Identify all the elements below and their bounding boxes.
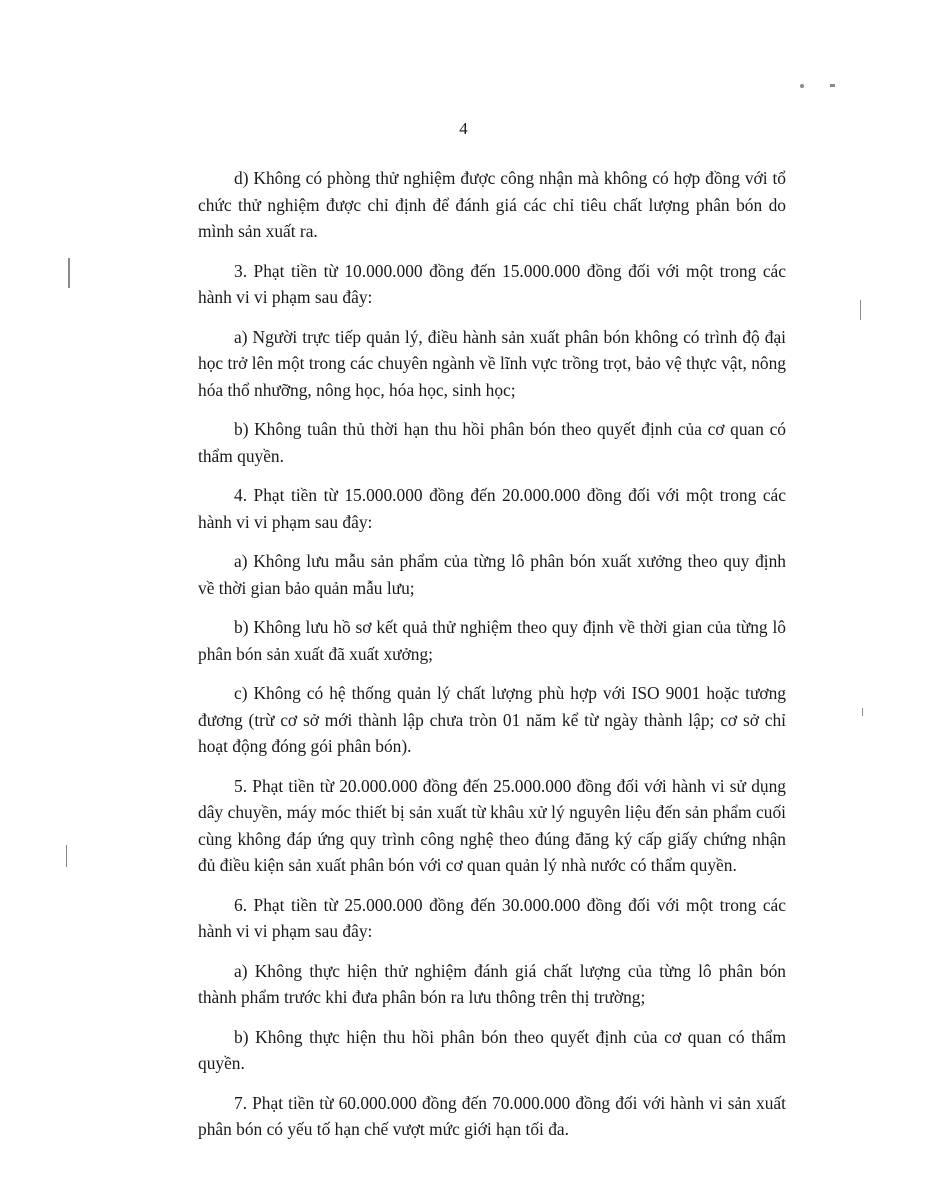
scan-speck [68, 258, 70, 288]
scan-speck [830, 84, 835, 87]
paragraph-clause-4a: a) Không lưu mẫu sản phẩm của từng lô phân bón xuất xưởng theo quy định về thời gian bảo quản mẫu lưu; [198, 551, 786, 598]
scan-speck [66, 845, 67, 867]
scan-speck [800, 84, 804, 88]
paragraph-clause-6b: b) Không thực hiện thu hồi phân bón theo quyết định của cơ quan có thẩm quyền. [198, 1026, 786, 1073]
paragraph-clause-5: 5. Phạt tiền từ 20.000.000 đồng đến 25.000.000 đồng đối với hành vi sử dụng dây chuyền, máy móc thiết bị sản xuất từ khâu xử lý nguyên liệu đến sản phẩm cuối cùng không đáp ứng quy trình công nghệ theo đúng đăng ký cấp giấy chứng nhận đủ điều kiện sản xuất phân bón với cơ quan quản lý nhà nước có thẩm quyền. [198, 775, 786, 875]
paragraph-clause-3b: b) Không tuân thủ thời hạn thu hồi phân bón theo quyết định của cơ quan có thẩm quyền. [198, 419, 786, 466]
scan-speck [860, 300, 861, 320]
paragraph-clause-3: 3. Phạt tiền từ 10.000.000 đồng đến 15.000.000 đồng đối với một trong các hành vi vi phạm sau đây: [198, 260, 786, 307]
paragraph-clause-6: 6. Phạt tiền từ 25.000.000 đồng đến 30.000.000 đồng đối với một trong các hành vi vi phạm sau đây: [198, 894, 786, 941]
paragraph-clause-2d: d) Không có phòng thử nghiệm được công nhận mà không có hợp đồng với tổ chức thử nghiệm được chỉ định để đánh giá các chỉ tiêu chất lượng phân bón do mình sản xuất ra. [198, 168, 786, 241]
paragraph-clause-3a: a) Người trực tiếp quản lý, điều hành sản xuất phân bón không có trình độ đại học trở lên một trong các chuyên ngành về lĩnh vực trồng trọt, bảo vệ thực vật, nông hóa thổ nhưỡng, nông học, hóa học, sinh học; [198, 326, 786, 400]
document-body [198, 165, 786, 1143]
page-number: 4 [459, 119, 468, 138]
paragraph-clause-4: 4. Phạt tiền từ 15.000.000 đồng đến 20.000.000 đồng đối với một trong các hành vi vi phạm sau đây: [198, 485, 786, 532]
paragraph-clause-6a: a) Không thực hiện thử nghiệm đánh giá chất lượng của từng lô phân bón thành phẩm trước khi đưa phân bón ra lưu thông trên thị trường; [198, 960, 786, 1007]
paragraph-clause-4c: c) Không có hệ thống quản lý chất lượng phù hợp với ISO 9001 hoặc tương đương (trừ cơ sở mới thành lập chưa tròn 01 năm kể từ ngày thành lập; cơ sở chỉ hoạt động đóng gói phân bón). [198, 683, 786, 756]
scan-speck [862, 708, 863, 716]
paragraph-clause-4b: b) Không lưu hồ sơ kết quả thử nghiệm theo quy định về thời gian của từng lô phân bón sản xuất đã xuất xưởng; [198, 617, 786, 664]
paragraph-clause-7: 7. Phạt tiền từ 60.000.000 đồng đến 70.000.000 đồng đối với hành vi sản xuất phân bón có yếu tố hạn chế vượt mức giới hạn tối đa. [198, 1092, 786, 1139]
